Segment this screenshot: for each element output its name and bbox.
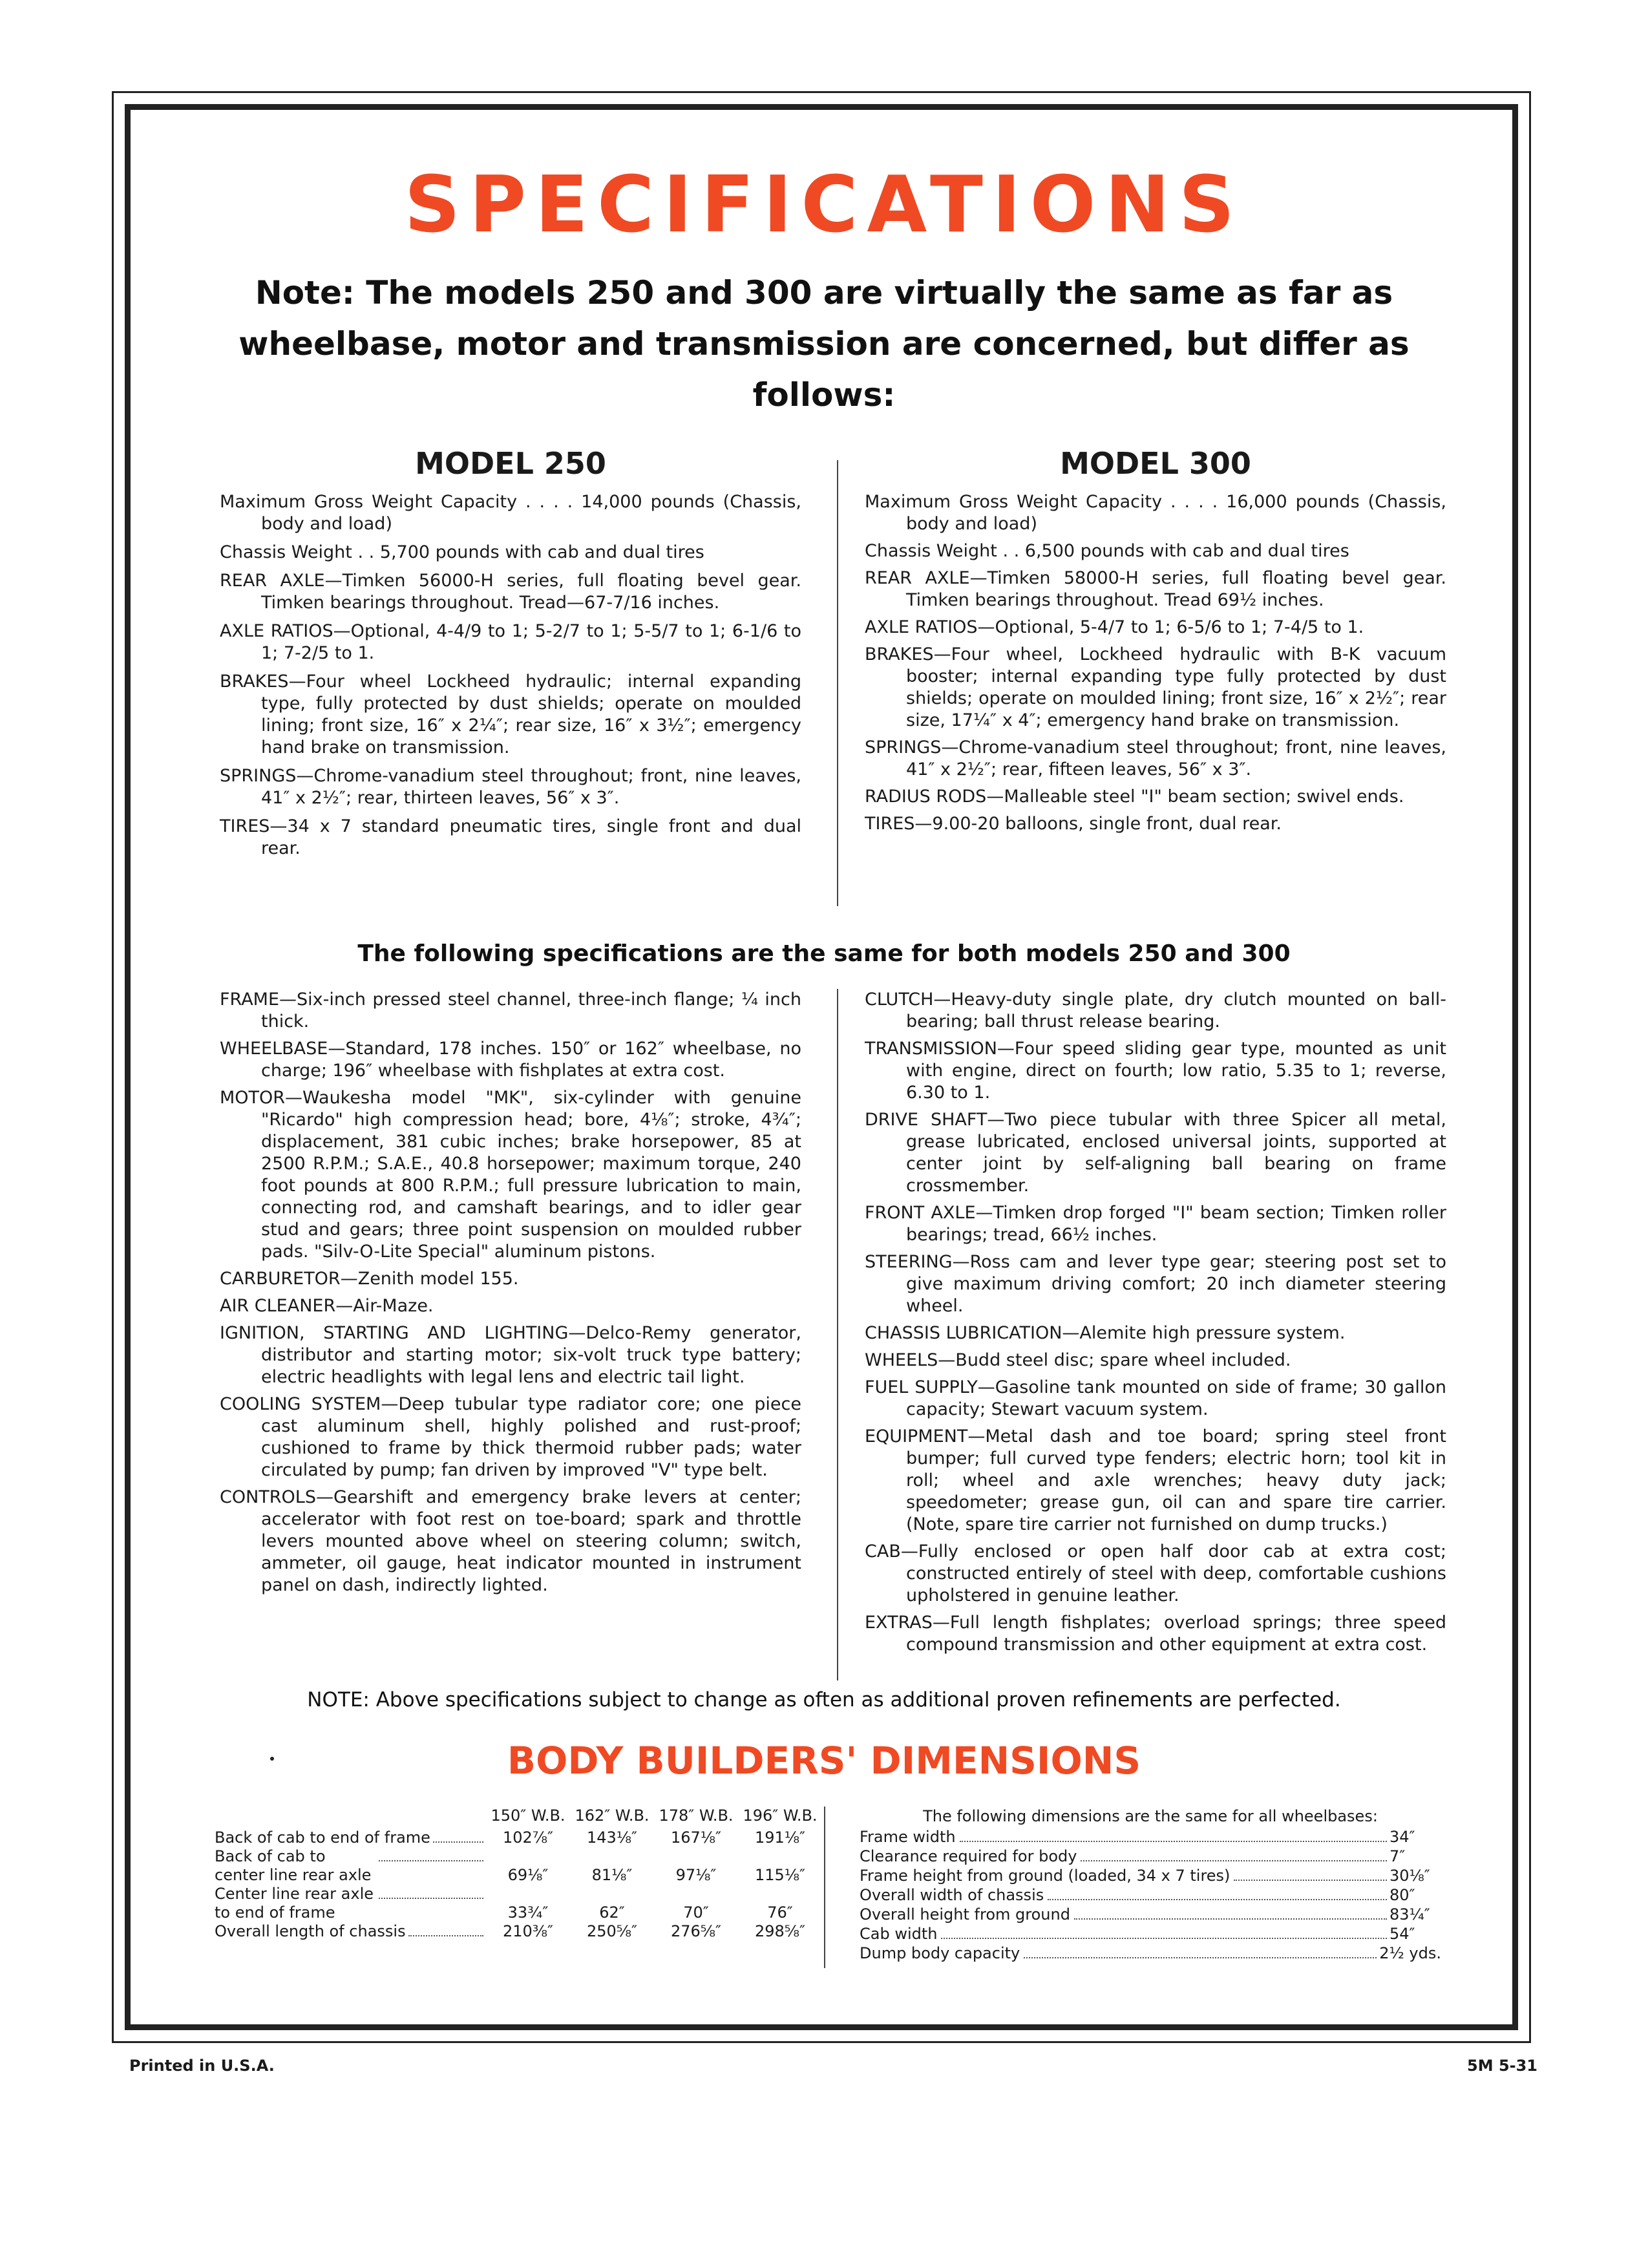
- table-cell: 97⅛″: [675, 1866, 717, 1884]
- wheelbase-dimensions-table: [215, 1807, 822, 1941]
- table-cell: 81⅛″: [591, 1866, 633, 1884]
- spec-item: TIRES—34 x 7 standard pneumatic tires, single front and dual rear.: [220, 816, 801, 858]
- dimension-value: 54″: [1389, 1925, 1415, 1943]
- dimension-label: Overall width of chassis: [860, 1886, 1044, 1904]
- dimension-value: 2½ yds.: [1379, 1944, 1441, 1962]
- table-cell: 276⅝″: [670, 1922, 722, 1940]
- spec-item: BRAKES—Four wheel Lockheed hydraulic; internal expanding type, fully protected by dust shields; operate on moulded lining; front size, 16″ x 2¼″; rear size, 16″ x 3½″; emergency hand brake on transmission.: [220, 672, 801, 758]
- spec-item: CARBURETOR—Zenith model 155.: [220, 1269, 519, 1289]
- spec-item: COOLING SYSTEM—Deep tubular type radiator core; one piece cast aluminum shell, highly polished and rust-proof; cushioned to frame by thick thermoid rubber pads; water circulated by pump; fan driven by improved "V" type belt.: [220, 1394, 801, 1480]
- spec-item: MOTOR—Waukesha model "MK", six-cylinder with genuine "Ricardo" high compression head; bore, 4⅛″; stroke, 4¾″; displacement, 381 cubic inches; brake horsepower, 85 at 2500 R.P.M.; S.A.E., 40.8 horsepower; maximum torque, 240 foot pounds at 800 R.P.M.; full pressure lubrication to main, connecting rod, and camshaft bearings, and to idler gear stud and gears; three point suspension on moulded rubber pads. "Silv-O-Lite Special" aluminum pistons.: [220, 1088, 801, 1262]
- page-title: SPECIFICATIONS: [404, 160, 1244, 250]
- spec-item: SPRINGS—Chrome-vanadium steel throughout; front, nine leaves, 41″ x 2½″; rear, fifteen leaves, 56″ x 3″.: [865, 737, 1446, 779]
- table-cell: 62″: [599, 1903, 625, 1922]
- table-header-row: [215, 1807, 822, 1828]
- common-specs-heading: The following specifications are the same for both models 250 and 300: [357, 940, 1291, 967]
- spec-item: FRONT AXLE—Timken drop forged "I" beam section; Timken roller bearings; tread, 66½ inches.: [865, 1203, 1446, 1245]
- spec-item: STEERING—Ross cam and lever type gear; steering post set to give maximum driving comfort; 20 inch diameter steering wheel.: [865, 1252, 1446, 1316]
- spec-item: BRAKES—Four wheel, Lockheed hydraulic with B-K vacuum booster; internal expanding type fully protected by dust shields; operate on moulded lining; front size, 16″ x 2½″; rear size, 17¼″ x 4″; emergency hand brake on transmission.: [865, 644, 1446, 730]
- table-cell: 102⅞″: [502, 1828, 554, 1847]
- common-specs-right: [865, 989, 1446, 1661]
- spec-item: FUEL SUPPLY—Gasoline tank mounted on side of frame; 30 gallon capacity; Stewart vacuum system.: [865, 1377, 1446, 1419]
- spec-item: Chassis Weight . . 5,700 pounds with cab and dual tires: [220, 542, 704, 562]
- common-dimensions-intro: The following dimensions are the same for all wheelbases:: [923, 1807, 1378, 1825]
- table-cell: 167⅛″: [670, 1828, 722, 1847]
- spec-item: Maximum Gross Weight Capacity . . . . 14,000 pounds (Chassis, body and load): [220, 492, 801, 534]
- spec-item: EQUIPMENT—Metal dash and toe board; spring steel front bumper; full curved type fenders; electric horn; tool kit in roll; wheel and axle wrenches; heavy duty jack; speedometer; grease gun, oil can and spare tire carrier. (Note, spare tire carrier not furnished on dump trucks.): [865, 1426, 1446, 1534]
- table-row: [215, 1847, 822, 1885]
- spec-item: REAR AXLE—Timken 58000-H series, full floating bevel gear. Timken bearings throughout. Tread 69½ inches.: [865, 568, 1446, 610]
- spec-item: CLUTCH—Heavy-duty single plate, dry clutch mounted on ball-bearing; ball thrust release bearing.: [865, 990, 1446, 1032]
- dimension-value: 34″: [1389, 1828, 1415, 1846]
- column-divider: [837, 460, 838, 906]
- spec-item: WHEELS—Budd steel disc; spare wheel included.: [865, 1350, 1291, 1370]
- table-row: [215, 1885, 822, 1922]
- change-notice: NOTE: Above specifications subject to change as often as additional proven refinements are perfected.: [307, 1688, 1341, 1712]
- print-code: 5M 5-31: [1467, 2057, 1537, 2075]
- spec-item: AIR CLEANER—Air-Maze.: [220, 1296, 434, 1316]
- table-cell: 250⅝″: [586, 1922, 638, 1940]
- list-item: [860, 1924, 1441, 1944]
- dimension-value: 30⅛″: [1389, 1867, 1430, 1885]
- list-item: [860, 1866, 1441, 1885]
- spec-item: TIRES—9.00-20 balloons, single front, dual rear.: [865, 814, 1282, 834]
- spec-item: REAR AXLE—Timken 56000-H series, full floating bevel gear. Timken bearings throughout. Tread—67-7/16 inches.: [220, 571, 801, 613]
- spec-item: CAB—Fully enclosed or open half door cab at extra cost; constructed entirely of steel with deep, comfortable cushions upholstered in genuine leather.: [865, 1542, 1446, 1606]
- table-row: [215, 1828, 822, 1847]
- spec-item: AXLE RATIOS—Optional, 4-4/9 to 1; 5-2/7 to 1; 5-5/7 to 1; 6-1/6 to 1; 7-2/5 to 1.: [220, 621, 801, 663]
- stray-dot: [270, 1757, 274, 1761]
- dimension-value: 83¼″: [1389, 1905, 1430, 1924]
- spec-item: WHEELBASE—Standard, 178 inches. 150″ or 162″ wheelbase, no charge; 196″ wheelbase with fishplates at extra cost.: [220, 1039, 801, 1081]
- spec-item: TRANSMISSION—Four speed sliding gear type, mounted as unit with engine, direct on fourth; low ratio, 5.35 to 1; reverse, 6.30 to 1.: [865, 1039, 1446, 1103]
- dimensions-divider: [824, 1807, 825, 1968]
- body-builders-title: BODY BUILDERS' DIMENSIONS: [507, 1739, 1141, 1783]
- list-item: [860, 1944, 1441, 1963]
- table-row: [215, 1922, 822, 1941]
- spec-item: CONTROLS—Gearshift and emergency brake levers at center; accelerator with foot rest on toe-board; spark and throttle levers mounted above wheel on steering column; switch, ammeter, oil gauge, heat indicator mounted in instrument panel on dash, indirectly lighted.: [220, 1487, 801, 1595]
- spec-item: EXTRAS—Full length fishplates; overload springs; three speed compound transmission and other equipment at extra cost.: [865, 1613, 1446, 1655]
- table-cell: 70″: [683, 1903, 709, 1922]
- model-300-heading: MODEL 300: [1060, 446, 1251, 481]
- column-header: 196″ W.B.: [743, 1807, 818, 1825]
- model-300-column: [865, 446, 1446, 840]
- table-cell: 69⅛″: [507, 1866, 549, 1884]
- row-label: Back of cab to center line rear axle: [215, 1847, 372, 1884]
- row-label: Back of cab to end of frame: [215, 1828, 430, 1847]
- dimension-label: Dump body capacity: [860, 1944, 1020, 1962]
- list-item: [860, 1885, 1441, 1905]
- spec-item: RADIUS RODS—Malleable steel "I" beam section; swivel ends.: [865, 787, 1404, 807]
- row-label: Overall length of chassis: [215, 1922, 406, 1940]
- print-origin: Printed in U.S.A.: [129, 2057, 275, 2075]
- column-header: 150″ W.B.: [491, 1807, 565, 1825]
- dimension-label: Overall height from ground: [860, 1905, 1070, 1924]
- table-cell: 210⅜″: [502, 1922, 554, 1940]
- spec-item: Maximum Gross Weight Capacity . . . . 16,000 pounds (Chassis, body and load): [865, 492, 1446, 534]
- model-250-heading: MODEL 250: [415, 446, 606, 481]
- intro-note: Note: The models 250 and 300 are virtually the same as far as wheelbase, motor and transmission are concerned, but differ as follows:: [238, 274, 1410, 414]
- dimension-label: Frame width: [860, 1828, 956, 1846]
- dimension-label: Clearance required for body: [860, 1847, 1077, 1865]
- spec-item: DRIVE SHAFT—Two piece tubular with three Spicer all metal, grease lubricated, enclosed universal joints, supported at center joint by self-aligning ball bearing on frame crossmember.: [865, 1110, 1446, 1196]
- spec-item: FRAME—Six-inch pressed steel channel, three-inch flange; ¼ inch thick.: [220, 990, 801, 1032]
- table-cell: 115⅛″: [754, 1866, 806, 1884]
- dimension-label: Frame height from ground (loaded, 34 x 7 tires): [860, 1867, 1231, 1885]
- table-cell: 143⅛″: [586, 1828, 638, 1847]
- dimension-value: 80″: [1389, 1886, 1415, 1904]
- list-item: [860, 1847, 1441, 1866]
- spec-item: IGNITION, STARTING AND LIGHTING—Delco-Remy generator, distributor and starting motor; six-volt truck type battery; electric headlights with legal lens and electric tail light.: [220, 1323, 801, 1387]
- common-specs-left: [220, 989, 801, 1602]
- spec-item: Chassis Weight . . 6,500 pounds with cab and dual tires: [865, 541, 1349, 561]
- list-item: [860, 1905, 1441, 1924]
- table-cell: 33¾″: [507, 1903, 549, 1922]
- spec-item: CHASSIS LUBRICATION—Alemite high pressure system.: [865, 1323, 1346, 1343]
- spec-item: AXLE RATIOS—Optional, 5-4/7 to 1; 6-5/6 to 1; 7-4/5 to 1.: [865, 617, 1364, 637]
- column-divider: [837, 989, 838, 1680]
- model-250-column: [220, 446, 801, 866]
- common-dimensions-list: [860, 1807, 1441, 1963]
- list-item: [860, 1827, 1441, 1847]
- spec-item: SPRINGS—Chrome-vanadium steel throughout; front, nine leaves, 41″ x 2½″; rear, thirteen leaves, 56″ x 3″.: [220, 766, 801, 808]
- table-cell: 76″: [767, 1903, 793, 1922]
- dimension-value: 7″: [1389, 1847, 1406, 1865]
- dimension-label: Cab width: [860, 1925, 938, 1943]
- column-header: 178″ W.B.: [659, 1807, 734, 1825]
- table-cell: 191⅛″: [754, 1828, 806, 1847]
- column-header: 162″ W.B.: [575, 1807, 650, 1825]
- row-label: Center line rear axle to end of frame: [215, 1885, 374, 1922]
- table-cell: 298⅝″: [754, 1922, 806, 1940]
